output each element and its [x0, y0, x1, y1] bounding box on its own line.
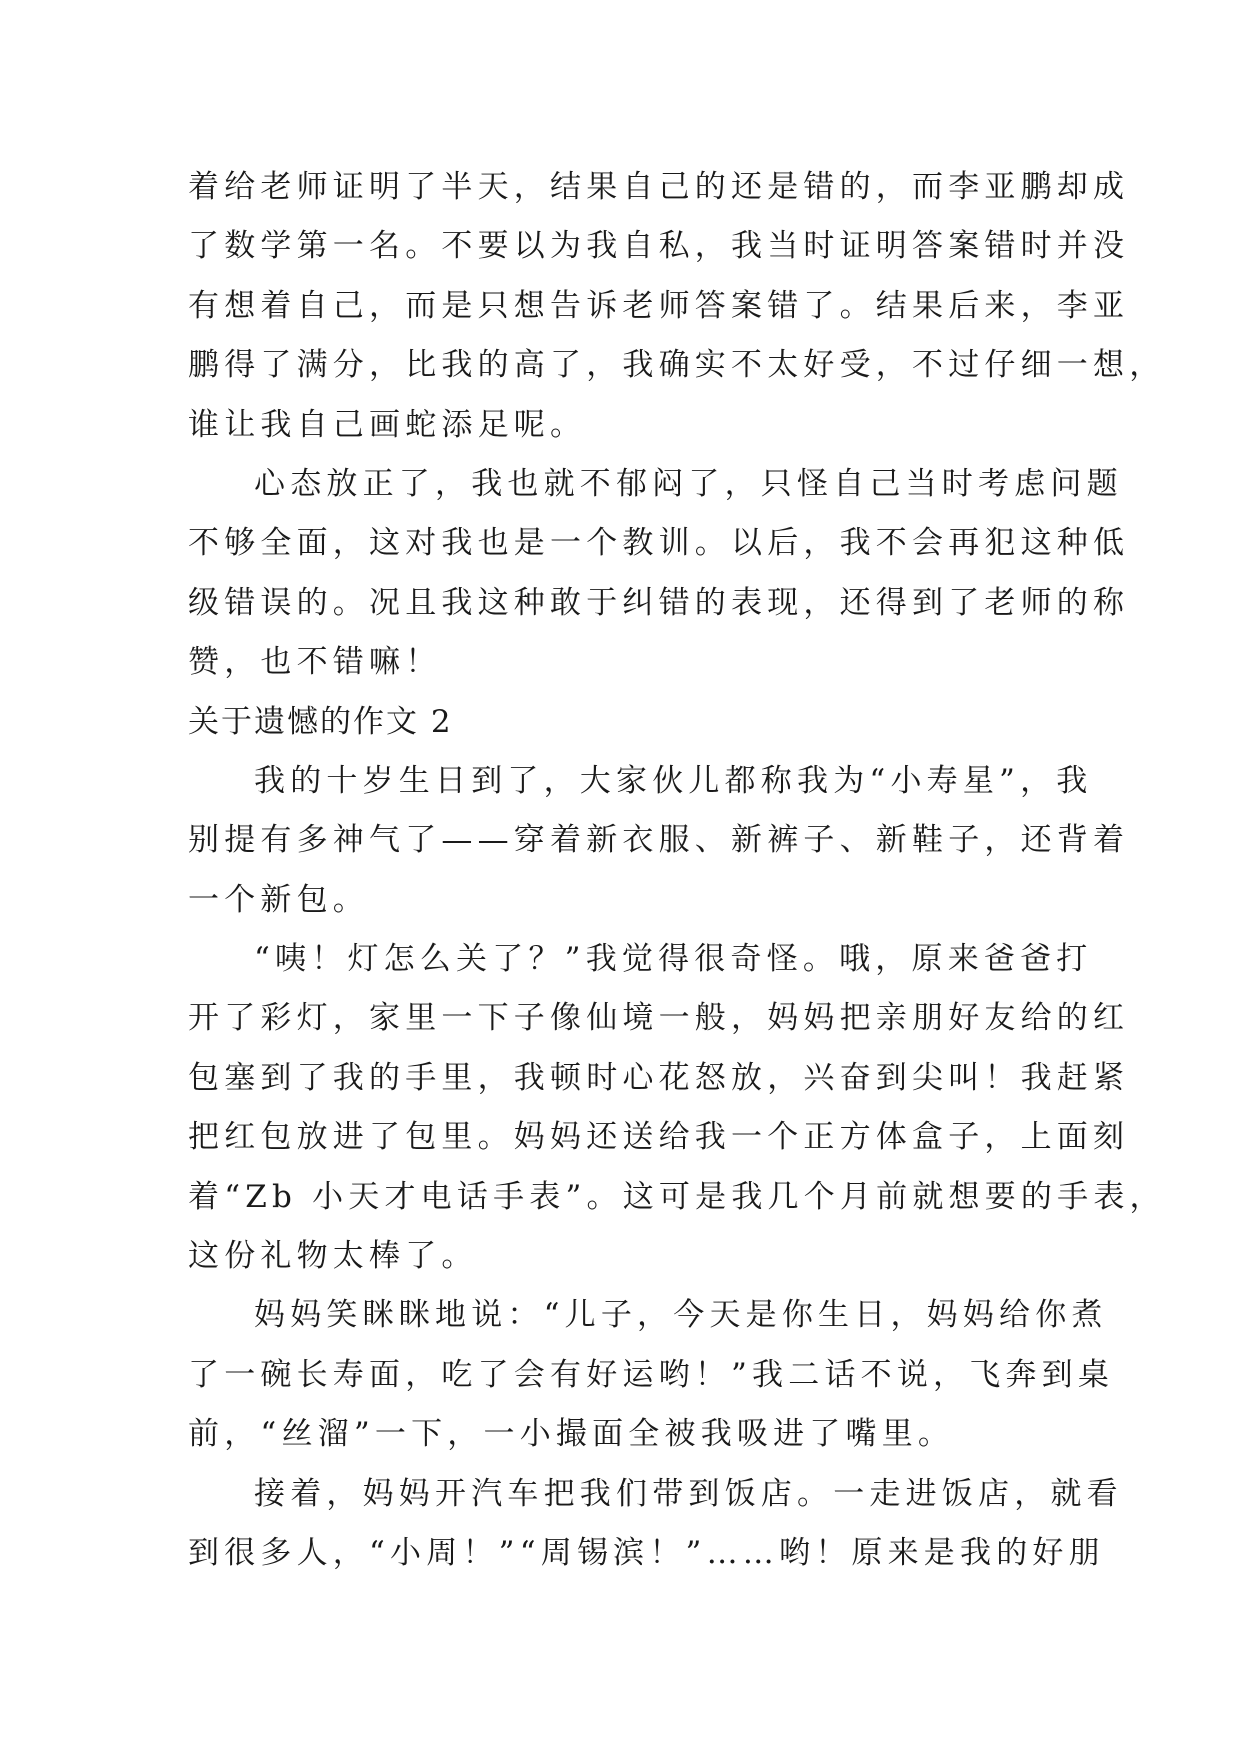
- text-line: 着给老师证明了半天，结果自己的还是错的，而李亚鹏却成: [188, 169, 1130, 205]
- text-line: 了数学第一名。不要以为我自私，我当时证明答案错时并没: [188, 228, 1130, 265]
- text-line: 赞，也不错嘛！: [188, 644, 442, 681]
- text-line: 不够全面，这对我也是一个教训。以后，我不会再犯这种低: [188, 525, 1130, 562]
- text-line: 级错误的。况且我这种敢于纠错的表现，还得到了老师的称: [188, 584, 1130, 621]
- text-line: 心态放正了，我也就不郁闷了，只怪自己当时考虑问题: [254, 465, 1123, 502]
- text-line: 了一碗长寿面，吃了会有好运哟！”我二话不说，飞奔到桌: [188, 1356, 1115, 1393]
- text-line: 前，“丝溜”一下，一小撮面全被我吸进了嘴里。: [188, 1416, 955, 1453]
- text-line: 这份礼物太棒了。: [188, 1238, 478, 1275]
- text-line: 谁让我自己画蛇添足呢。: [188, 406, 587, 443]
- text-line: 一个新包。: [188, 881, 369, 918]
- text-line: 我的十岁生日到了，大家伙儿都称我为“小寿星”，我: [254, 762, 1093, 799]
- text-line: 着“Zb 小天才电话手表”。这可是我几个月前就想要的手表，: [188, 1178, 1166, 1215]
- text-line: “咦！灯怎么关了？”我觉得很奇怪。哦，原来爸爸打: [254, 941, 1093, 978]
- text-line: 鹏得了满分，比我的高了，我确实不太好受，不过仔细一想，: [188, 347, 1166, 384]
- text-line: 开了彩灯，家里一下子像仙境一般，妈妈把亲朋好友给的红: [188, 1000, 1130, 1037]
- text-line: 别提有多神气了——穿着新衣服、新裤子、新鞋子，还背着: [188, 822, 1130, 859]
- text-line: 到很多人，“小周！”“周锡滨！”……哟！原来是我的好朋: [188, 1534, 1105, 1571]
- section-heading: 关于遗憾的作文 2: [188, 703, 453, 740]
- text-line: 有想着自己，而是只想告诉老师答案错了。结果后来，李亚: [188, 287, 1130, 324]
- document-page: [188, 158, 1166, 1583]
- text-line: 包塞到了我的手里，我顿时心花怒放，兴奋到尖叫！我赶紧: [188, 1059, 1130, 1096]
- text-line: 把红包放进了包里。妈妈还送给我一个正方体盒子，上面刻: [188, 1119, 1130, 1156]
- text-line: 妈妈笑眯眯地说：“儿子，今天是你生日，妈妈给你煮: [254, 1297, 1108, 1334]
- text-line: 接着，妈妈开汽车把我们带到饭店。一走进饭店，就看: [254, 1475, 1123, 1512]
